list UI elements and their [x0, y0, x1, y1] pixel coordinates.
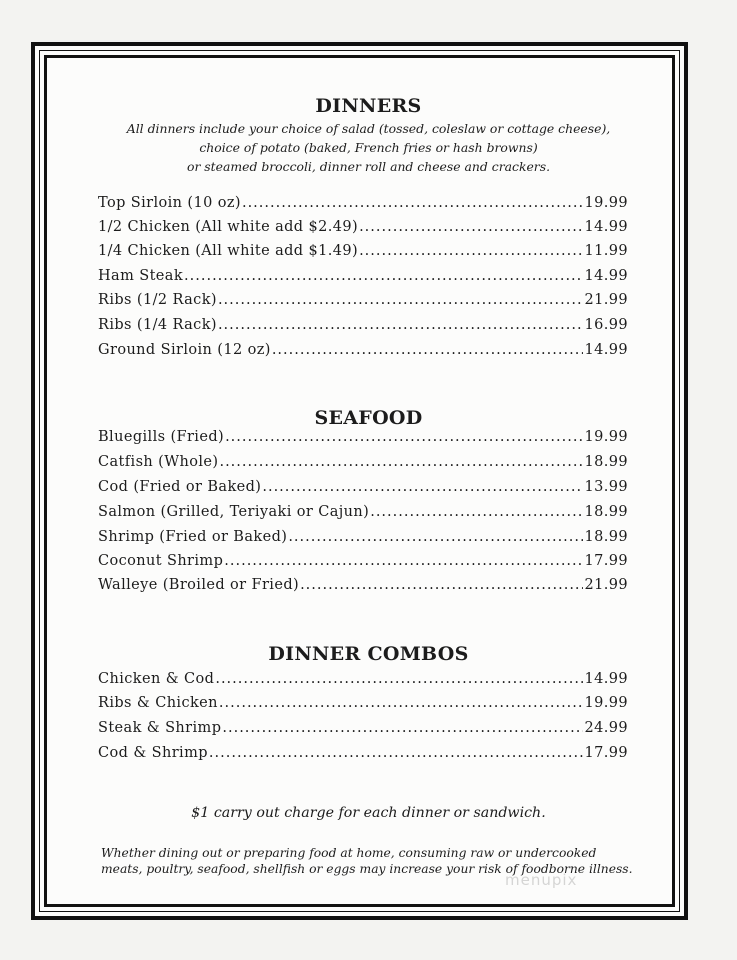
item-name: Cod & Shrimp — [98, 745, 208, 761]
dinners-intro-line-3: or steamed broccoli, dinner roll and cheese and crackers. — [186, 159, 551, 174]
menu-item-ham-steak — [98, 268, 628, 290]
item-name: Steak & Shrimp — [98, 720, 222, 736]
item-name: Coconut Shrimp — [98, 553, 224, 569]
dinners-intro-line-2: choice of potato (baked, French fries or hash browns) — [199, 140, 538, 155]
menu-item-ribs-chicken — [98, 695, 628, 717]
item-price: 11.99 — [584, 243, 628, 259]
item-price: 18.99 — [584, 504, 628, 520]
item-name: Walleye (Broiled or Fried) — [98, 577, 300, 593]
item-price: 17.99 — [584, 553, 628, 569]
menu-item-quarter-chicken — [98, 243, 628, 265]
item-price: 14.99 — [584, 219, 628, 235]
menu-item-ribs-half-rack — [98, 292, 628, 314]
item-price: 13.99 — [584, 479, 628, 495]
item-name: Ribs & Chicken — [98, 695, 218, 711]
menu-item-chicken-cod — [98, 671, 628, 693]
menu-item-shrimp — [98, 529, 628, 551]
item-price: 16.99 — [584, 317, 628, 333]
menu-item-catfish — [98, 454, 628, 476]
item-price: 18.99 — [584, 529, 628, 545]
item-price: 21.99 — [584, 577, 628, 593]
seafood-heading: SEAFOOD — [314, 407, 423, 429]
item-name: Ground Sirloin (12 oz) — [98, 342, 271, 358]
item-name: Catfish (Whole) — [98, 454, 219, 470]
menu-item-top-sirloin — [98, 195, 628, 217]
carry-out-note: $1 carry out charge for each dinner or sandwich. — [191, 805, 546, 821]
item-name: Bluegills (Fried) — [98, 429, 225, 445]
item-price: 19.99 — [584, 429, 628, 445]
menu-item-coconut-shrimp — [98, 553, 628, 575]
item-name: Chicken & Cod — [98, 671, 215, 687]
dinners-intro-line-1: All dinners include your choice of salad (tossed, coleslaw or cottage cheese), — [126, 121, 611, 136]
dinner-combos-heading: DINNER COMBOS — [268, 643, 469, 665]
menu-item-cod — [98, 479, 628, 501]
menu-item-steak-shrimp — [98, 720, 628, 742]
item-price: 14.99 — [584, 671, 628, 687]
item-price: 21.99 — [584, 292, 628, 308]
item-price: 14.99 — [584, 342, 628, 358]
item-name: Ham Steak — [98, 268, 184, 284]
menu-item-salmon — [98, 504, 628, 526]
menu-item-ribs-quarter-rack — [98, 317, 628, 339]
item-price: 19.99 — [584, 195, 628, 211]
item-price: 14.99 — [584, 268, 628, 284]
watermark: menupix — [505, 871, 578, 889]
item-price: 19.99 — [584, 695, 628, 711]
item-price: 18.99 — [584, 454, 628, 470]
item-price: 24.99 — [584, 720, 628, 736]
menu-item-bluegills — [98, 429, 628, 451]
dinners-heading: DINNERS — [315, 95, 422, 117]
item-name: Ribs (1/4 Rack) — [98, 317, 217, 333]
menu-item-ground-sirloin — [98, 342, 628, 364]
item-price: 17.99 — [584, 745, 628, 761]
item-name: 1/2 Chicken (All white add $2.49) — [98, 219, 359, 235]
item-name: Salmon (Grilled, Teriyaki or Cajun) — [98, 504, 370, 520]
item-name: 1/4 Chicken (All white add $1.49) — [98, 243, 359, 259]
food-safety-warning: Whether dining out or preparing food at home, consuming raw or undercooked meats, poultry, seafood, shellfish or eggs may increase your risk of foodborne illness. — [101, 846, 633, 876]
item-name: Ribs (1/2 Rack) — [98, 292, 217, 308]
menu-item-half-chicken — [98, 219, 628, 241]
item-name: Cod (Fried or Baked) — [98, 479, 262, 495]
menu-item-cod-shrimp — [98, 745, 628, 767]
menu-item-walleye — [98, 577, 628, 599]
item-name: Shrimp (Fried or Baked) — [98, 529, 288, 545]
item-name: Top Sirloin (10 oz) — [98, 195, 241, 211]
